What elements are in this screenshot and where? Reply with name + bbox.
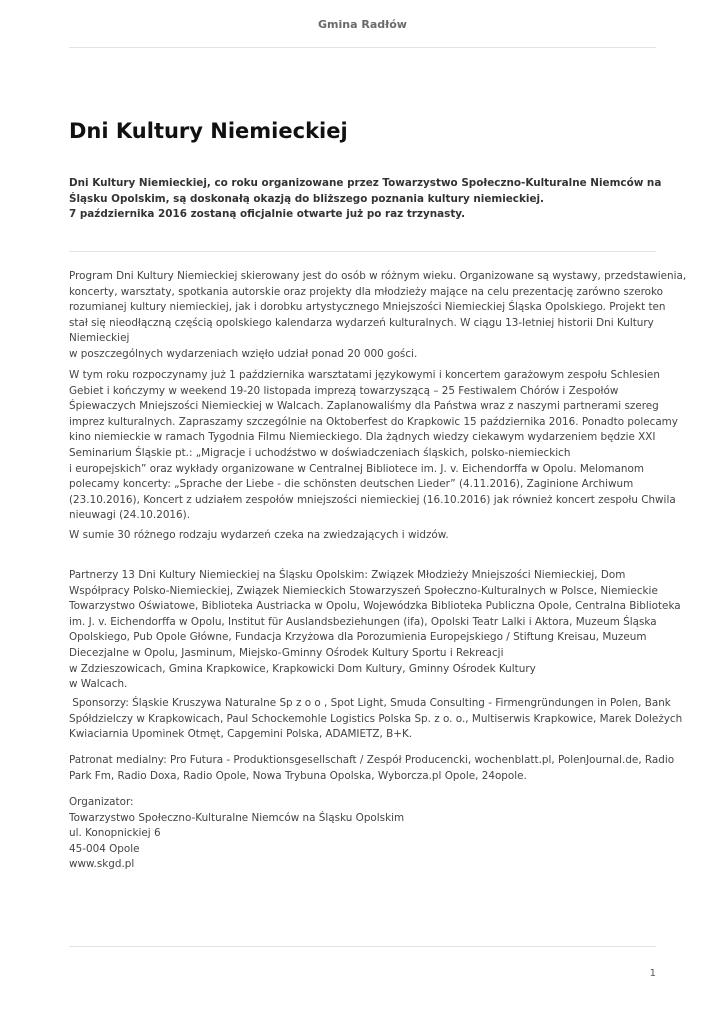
text-line: ul. Konopnickiej 6: [69, 827, 161, 840]
text-line: Śpiewaczych Mniejszości Niemieckiej w Walcach. Zaplanowaliśmy dla Państwa wraz z naszymi partnerami szereg: [69, 400, 659, 413]
text-line: w poszczególnych wydarzeniach wzięło udział ponad 20 000 gości.: [69, 347, 418, 360]
text-line: koncerty, warsztaty, spotkania autorskie oraz projekty dla młodzieży mające na celu prezentację zarówno szeroko: [69, 285, 664, 298]
paragraph-events: [69, 368, 678, 524]
site-name: Gmina Radłów: [318, 18, 407, 31]
text-line: Opolskiego, Pub Opole Główne, Fundacja Krzyżowa dla Porozumienia Europejskiego / Stiftung Kreisau, Muzeum: [69, 631, 647, 644]
text-line: imprez kulturalnych. Zapraszamy szczególnie na Oktoberfest do Krapkowic 15 października 2016. Ponadto polecamy: [69, 415, 678, 428]
text-line: (23.10.2016), Koncert z udziałem zespołów mniejszości niemieckiej (16.10.2016) jak również koncert zespołu Chwila: [69, 493, 676, 506]
text-line: Patronat medialny: Pro Futura - Produktionsgesellschaft / Zespół Producencki, wochenblatt.pl, PolenJournal.de, Radio: [69, 754, 675, 766]
text-line: w Walcach.: [69, 678, 128, 691]
page-number: 1: [649, 968, 656, 979]
text-line: stał się nieodłączną częścią opolskiego kalendarza wydarzeń kulturalnych. W ciągu 13-letniej historii Dni Kultury: [69, 316, 654, 329]
text-line: W tym roku rozpoczynamy już 1 października warsztatami językowymi i koncertem garażowym zespołu Schlesien: [69, 369, 660, 381]
paragraph-sponsors: [69, 696, 683, 743]
lead-line: Śląsku Opolskim, są doskonałą okazją do bliższego poznania kultury niemieckiej.: [69, 192, 544, 205]
text-line: rozumianej kultury niemieckiej, jak i dorobku artystycznego Mniejszości Niemieckiej Śląska Opolskiego. Projekt ten: [69, 301, 666, 314]
text-line: nieuwagi (24.10.2016).: [69, 509, 191, 522]
lead-divider: [69, 251, 656, 252]
article-title: Dni Kultury Niemieckiej: [69, 119, 348, 143]
text-line: im. J. v. Eichendorffa w Opolu, Institut für Auslandsbeziehungen (ifa), Opolski Teatr Lalki i Aktora, Muzeum Śląska: [69, 615, 657, 628]
text-line: w Zdzieszowicach, Gmina Krapkowice, Krapkowicki Dom Kultury, Gminny Ośrodek Kultury: [69, 662, 536, 675]
text-line: Gebiet i kończymy w weekend 19-20 listopada imprezą towarzyszącą – 25 Festiwalem Chórów i Zespołów: [69, 384, 619, 397]
paragraph-media: [69, 753, 675, 784]
text-line: Park Fm, Radio Doxa, Radio Opole, Nowa Trybuna Opolska, Wyborcza.pl Opole, 24opole.: [69, 769, 527, 782]
text-line: kino niemieckie w ramach Tygodnia Filmu Niemieckiego. Dla żądnych wiedzy ciekawym wydarzeniem będzie XXI: [69, 431, 656, 444]
text-line: 45-004 Opole: [69, 842, 140, 855]
text-line: Towarzystwo Społeczno-Kulturalne Niemców na Śląsku Opolskim: [69, 811, 405, 824]
lead-line: Dni Kultury Niemieckiej, co roku organizowane przez Towarzystwo Społeczno-Kulturalne Niemców na: [69, 177, 662, 189]
text-line: Organizator:: [69, 796, 134, 808]
header-divider: [69, 47, 656, 48]
text-line: Współpracy Polsko-Niemieckiej, Związek Niemieckich Stowarzyszeń Społeczno-Kulturalnych w Polsce, Niemieckie: [69, 584, 658, 597]
lead-line: 7 października 2016 zostaną oficjalnie otwarte już po raz trzynasty.: [69, 208, 466, 220]
text-line: Partnerzy 13 Dni Kultury Niemieckiej na Śląsku Opolskim: Związek Młodzieży Mniejszości Niemieckiej, Dom: [69, 569, 626, 581]
article-lead: [69, 176, 662, 223]
text-line: Towarzystwo Oświatowe, Biblioteka Austriacka w Opolu, Wojewódzka Biblioteka Publiczna Opole, Centralna Biblioteka: [69, 600, 681, 613]
text-line: Sponsorzy: Śląskie Kruszywa Naturalne Sp z o o , Spot Light, Smuda Consulting - Firmengründungen in Polen, Bank: [69, 697, 671, 709]
footer-divider: [69, 946, 656, 947]
paragraph-summary: [69, 528, 664, 544]
text-line: Diecezjalne w Opolu, Jasminum, Miejsko-Gminny Ośrodek Kultury Sportu i Rekreacji: [69, 646, 504, 659]
paragraph-partners: [69, 568, 681, 693]
text-line: www.skgd.pl: [69, 858, 135, 871]
text-line: i europejskich” oraz wykłady organizowane w Centralnej Bibliotece im. J. v. Eichendorffa w Opolu. Melomanom: [69, 462, 644, 475]
text-line: Niemieckiej: [69, 332, 130, 345]
paragraph-program: [69, 269, 687, 363]
paragraph-organizer: [69, 795, 664, 873]
text-line: Seminarium Śląskie pt.: „Migracje i uchodźstwo w doświadczeniach śląskich, polsko-niemieckich: [69, 446, 571, 459]
text-line: Program Dni Kultury Niemieckiej skierowany jest do osób w różnym wieku. Organizowane są wystawy, przedstawienia,: [69, 270, 687, 282]
text-line: Spółdzielczy w Krapkowicach, Paul Schockemohle Logistics Polska Sp. z o. o., Multiserwis Krapkowice, Marek Doleżych: [69, 712, 683, 725]
text-line: Kwiaciarnia Upominek Otmęt, Capgemini Polska, ADAMIETZ, B+K.: [69, 728, 413, 741]
text-line: W sumie 30 różnego rodzaju wydarzeń czeka na zwiedzających i widzów.: [69, 529, 449, 541]
text-line: polecamy koncerty: „Sprache der Liebe - die schönsten deutschen Lieder” (4.11.2016), Zaginione Archiwum: [69, 478, 634, 491]
